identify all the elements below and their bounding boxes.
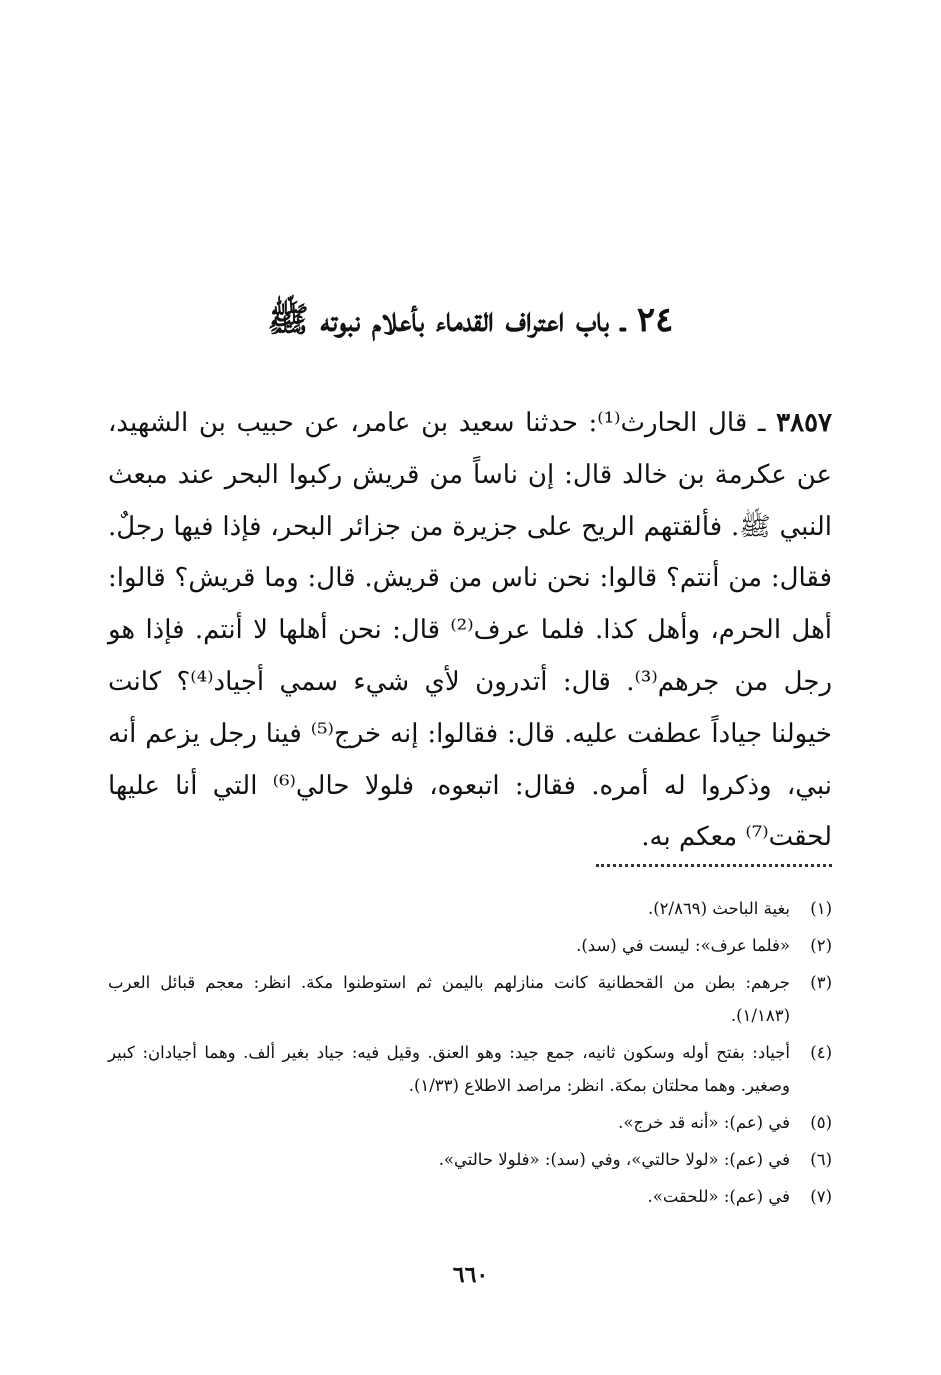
page-number: ٦٦٠ <box>452 1262 489 1288</box>
footnotes <box>108 892 832 1217</box>
footnote <box>108 1180 832 1213</box>
footnote-mark: (٥) <box>810 1113 832 1132</box>
footnote <box>108 892 832 925</box>
footnote <box>108 1036 832 1102</box>
footnote-text: في (عم): «للحقت». <box>647 1187 790 1206</box>
hadith-paragraph <box>108 398 832 864</box>
chapter-title: ٢٤ ـ باب اعتراف القدماء بأعلام نبوته ﷺ <box>267 300 674 340</box>
hadith-number: ٣٨٥٧ <box>776 408 832 438</box>
footnote-mark: (٣) <box>810 973 832 992</box>
footnote-text: أجياد: بفتح أوله وسكون ثانيه، جمع جيد: وهو العنق. وقيل فيه: جياد بغير ألف. وهما أجيادان: كبير وصغير. وهما محلتان بمكة. انظر: مراصد الاطلاع (١/٣٣). <box>108 1043 790 1095</box>
footnote-text: في (عم): «أنه قد خرج». <box>618 1113 790 1132</box>
footnote <box>108 1106 832 1139</box>
footnote-text: جرهم: بطن من القحطانية كانت منازلهم باليمن ثم استوطنوا مكة. انظر: معجم قبائل العرب (١/١٨٣). <box>108 973 790 1025</box>
footnote-mark: (٢) <box>810 936 832 955</box>
hadith-text: ـ قال الحارث⁽¹⁾: حدثنا سعيد بن عامر، عن حبيب بن الشهيد، عن عكرمة بن خالد قال: إن ناساً من قريش ركبوا البحر عند مبعث النبي ﷺ. فألقتهم الريح على جزيرة من جزائر البحر، فإذا فيها رجلٌ. فقال: من أنتم؟ قالوا: نحن ناس من قريش. قال: وما قريش؟ قالوا: أهل الحرم، وأهل كذا. فلما عرف⁽²⁾ قال: نحن أهلها لا أنتم. فإذا هو رجل من جرهم⁽³⁾. قال: أتدرون لأي شيء سمي أجياد⁽⁴⁾؟ كانت خيولنا جياداً عطفت عليه. قال: فقالوا: إنه خرج⁽⁵⁾ فينا رجل يزعم أنه نبي، وذكروا له أمره. فقال: اتبعوه، فلولا حالي⁽⁶⁾ التي أنا عليها لحقت⁽⁷⁾ معكم به. <box>108 408 833 853</box>
footnote-mark: (٧) <box>810 1187 832 1206</box>
footnote <box>108 966 832 1032</box>
footnote-mark: (٦) <box>810 1150 832 1169</box>
footnote-text: بغية الباحث (٢/٨٦٩). <box>647 899 790 918</box>
footnote-separator <box>596 864 832 867</box>
footnote-mark: (١) <box>810 899 832 918</box>
footnote-text: «فلما عرف»: ليست في (سد). <box>576 936 790 955</box>
footnote-mark: (٤) <box>810 1043 832 1062</box>
footnote <box>108 929 832 962</box>
footnote <box>108 1143 832 1176</box>
footnote-text: في (عم): «لولا حالتي»، وفي (سد): «فلولا حالتي». <box>438 1150 790 1169</box>
